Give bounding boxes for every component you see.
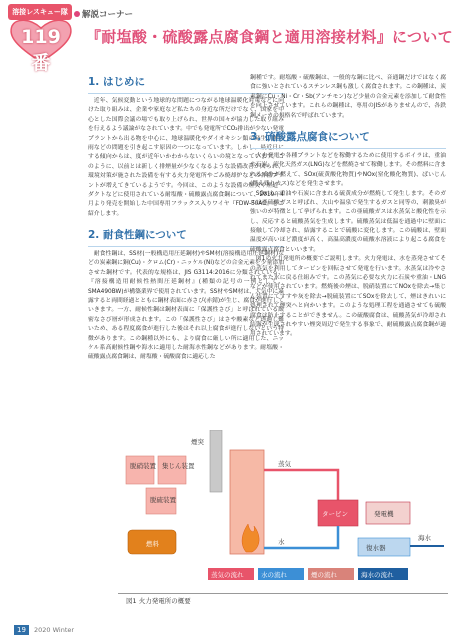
label-chimney: 煙突 <box>191 438 204 446</box>
section-heading: 1. はじめに <box>88 74 284 94</box>
legend-smoke-text: 煙の流れ <box>311 571 337 579</box>
page-title: 『耐塩酸・硫酸露点腐食鋼と適用溶接材料』について <box>86 28 453 46</box>
chimney <box>210 430 222 492</box>
badge-series: 溶接レスキュー隊 <box>8 4 72 20</box>
paragraph: 鋼種です。耐塩酸・硫酸鋼は、一般的な鋼に比べ、音通鋼だけではなく腐食に強いとされているステンレス鋼も激しく腐食されます。この鋼種は、炭素鋼にCu・Ni・Cr・Sb(アンチモン)など少量の合金元素を添加して耐食性を向上させています。これらの鋼種は、専用のJISがありませんので、各鉄鋼メーカの規格名で呼ばれています。 <box>250 75 446 119</box>
paragraph: SOxは、重油や石炭に含まれる硫黄成分が燃焼して発生します。そのガスは亜硫酸ガスと呼ばれ、大山や温泉で発生するガスと同等の、刺激臭が強いのが特徴として挙げられます。この亜硫酸ガスは水蒸気と酸化性を示し、反応すると硫酸蒸気を生成します。硫酸蒸気は低温を通過中に壁面に接触して冷却され、結露することで硫酸に変化します。この硫酸は、壁面温度が高いほど濃度が高く、高温高濃度の硫酸水溶液により起こる腐食を硫酸露点腐食といいます。 <box>250 190 446 253</box>
legend-steam-text: 蒸気の流れ <box>211 571 244 579</box>
right-column <box>250 74 446 340</box>
label-generator: 発電機 <box>374 510 394 518</box>
label-water: 水 <box>278 538 285 546</box>
page-number: 19 <box>14 625 29 635</box>
paragraph: 火力発電や各種プラントなどを稼働するために使用するボイラは、重油や石炭、液化天然ガス(LNG)などを燃焼させて稼働します。その燃料に含まれる成分が燃えて、SOx(硫黄酸化物質)やNOx(窒化酸化物質)、ばいじん(燃え残りカス)などを発生させます。 <box>250 152 446 188</box>
legend-water-text: 水の流れ <box>261 571 287 579</box>
paragraph: 図1の火力発電所の概要でご説明します。火力発電は、水を蒸発させてその蒸気を利用してタービンを回転させて発電を行います。水蒸気は冷やされてまた水に戻る仕組みです。この蒸気に必要な火力に石炭や重油・LNGなどが使用されています。燃焼後の煙は、脱硝装置にてNOxを除去→集じん装置にてすすや灰を除去→脱硫装置にてSOxを除去して、煙はきれいに処理されて煙突へと向かいます。このような処理工程を通過させても硫酸腐食は防止することができません。この硫酸腐食は、硫酸蒸気が冷却され結露が生成されやすい煙突周辺で発生する事象で、耐硫酸露点腐食鋼が適用されています。 <box>250 256 446 338</box>
label-dust: 集じん装置 <box>162 462 195 470</box>
figure-caption: 図1 火力発電所の概要 <box>126 597 191 605</box>
rescue-badge <box>6 4 74 74</box>
power-plant-diagram <box>118 430 448 590</box>
figure-divider <box>118 593 448 594</box>
badge-number: 119番 <box>21 26 61 74</box>
label-desulfur: 脱硫装置 <box>150 496 176 504</box>
dust-collector <box>158 456 186 484</box>
water-pipe <box>264 526 338 548</box>
section-heading: 2. 耐食性鋼について <box>88 227 284 247</box>
paragraph: 耐食性鋼は、SS材(一般構造用圧延鋼材)やSM材(溶接構造用圧延鋼材)などの炭素鋼に銅(Cu)・クロム(Cr)・ニッケル(Ni)などの合金元素を少量添加させた鋼材です。代表的な規格は、JIS G3114:2016に分類されている、『溶接構造用耐候性熱間圧延鋼材』(種類の記号の一例として、SMA490BW)が構築業界で使用されています。SS材やSM材は、大気中に暴露すると両間経過とともに鋼材表面に赤さび(赤錆)が生じ、腐食が進行していきます。一方、耐候性鋼は鋼材表面に「保護性さび」と呼ばれている緻密なさび層が形成されます。この「保護性さび」はさや酸素など透過し難いため、ある程度腐食が進行した後はそれ以上腐食が進行しないという特徴があります。この鋼種以外にも、より腐食に厳しい所に適用した、ニッケル系高耐候性鋼や海水に適用した耐海水性鋼などがあります。耐塩酸・硫酸露点腐食鋼は、耐塩酸・硫酸腐食に適応した <box>88 251 284 361</box>
label-fuel: 燃料 <box>146 540 159 548</box>
steam-pipe <box>264 470 338 500</box>
section-heading: 3. 硫酸露点腐食について <box>250 129 446 149</box>
denitration-unit <box>126 456 154 484</box>
issue-label: 2020 Winter <box>34 626 75 634</box>
paragraph: 近年、気候変動という地球的な問題につながる地球温暖化対策などに向けた取り組みは、企業や家庭など私たちの身近な所だけでなく、国家を中心とした国際会議の場でも取り上げられ、世界の国々が協力した取り組みを行えるよう議論がなされています。中でも発電所でCO₂排出が少ない発電プラントから出る物を中心に、地球温暖化やダイオキシン類の発生、酸性雨などの問題を引き起こす原因の一つになっています。しかし、最近日にする傾向からは、度が近年いかわからないくらいの境となっています。このように、以前とは新しく排煙量が少なくなるような設備改善が図られ、環境対策が施された設備を有する火力発電所やごみ焼却炉などの各種プラントが増えてきているようです。今回は、このような設備の煙突や煙道・ダクトなどに使用されている耐塩酸・硫酸露点腐食鋼について、2019年4月より発売を開始した中国専用フラックス入りワイヤ『FDW-50AC』をご紹介します。 <box>88 98 284 217</box>
label-steam: 蒸気 <box>278 460 291 468</box>
label-seawater: 海水 <box>418 534 431 542</box>
bullet-icon <box>74 11 80 17</box>
legend-seawater-text: 海水の流れ <box>361 571 394 579</box>
label-turbine: タービン <box>322 510 348 518</box>
label-condenser: 復水器 <box>366 544 386 552</box>
label-denitration: 脱硝装置 <box>130 462 156 470</box>
corner-label: 解説コーナー <box>74 8 133 20</box>
